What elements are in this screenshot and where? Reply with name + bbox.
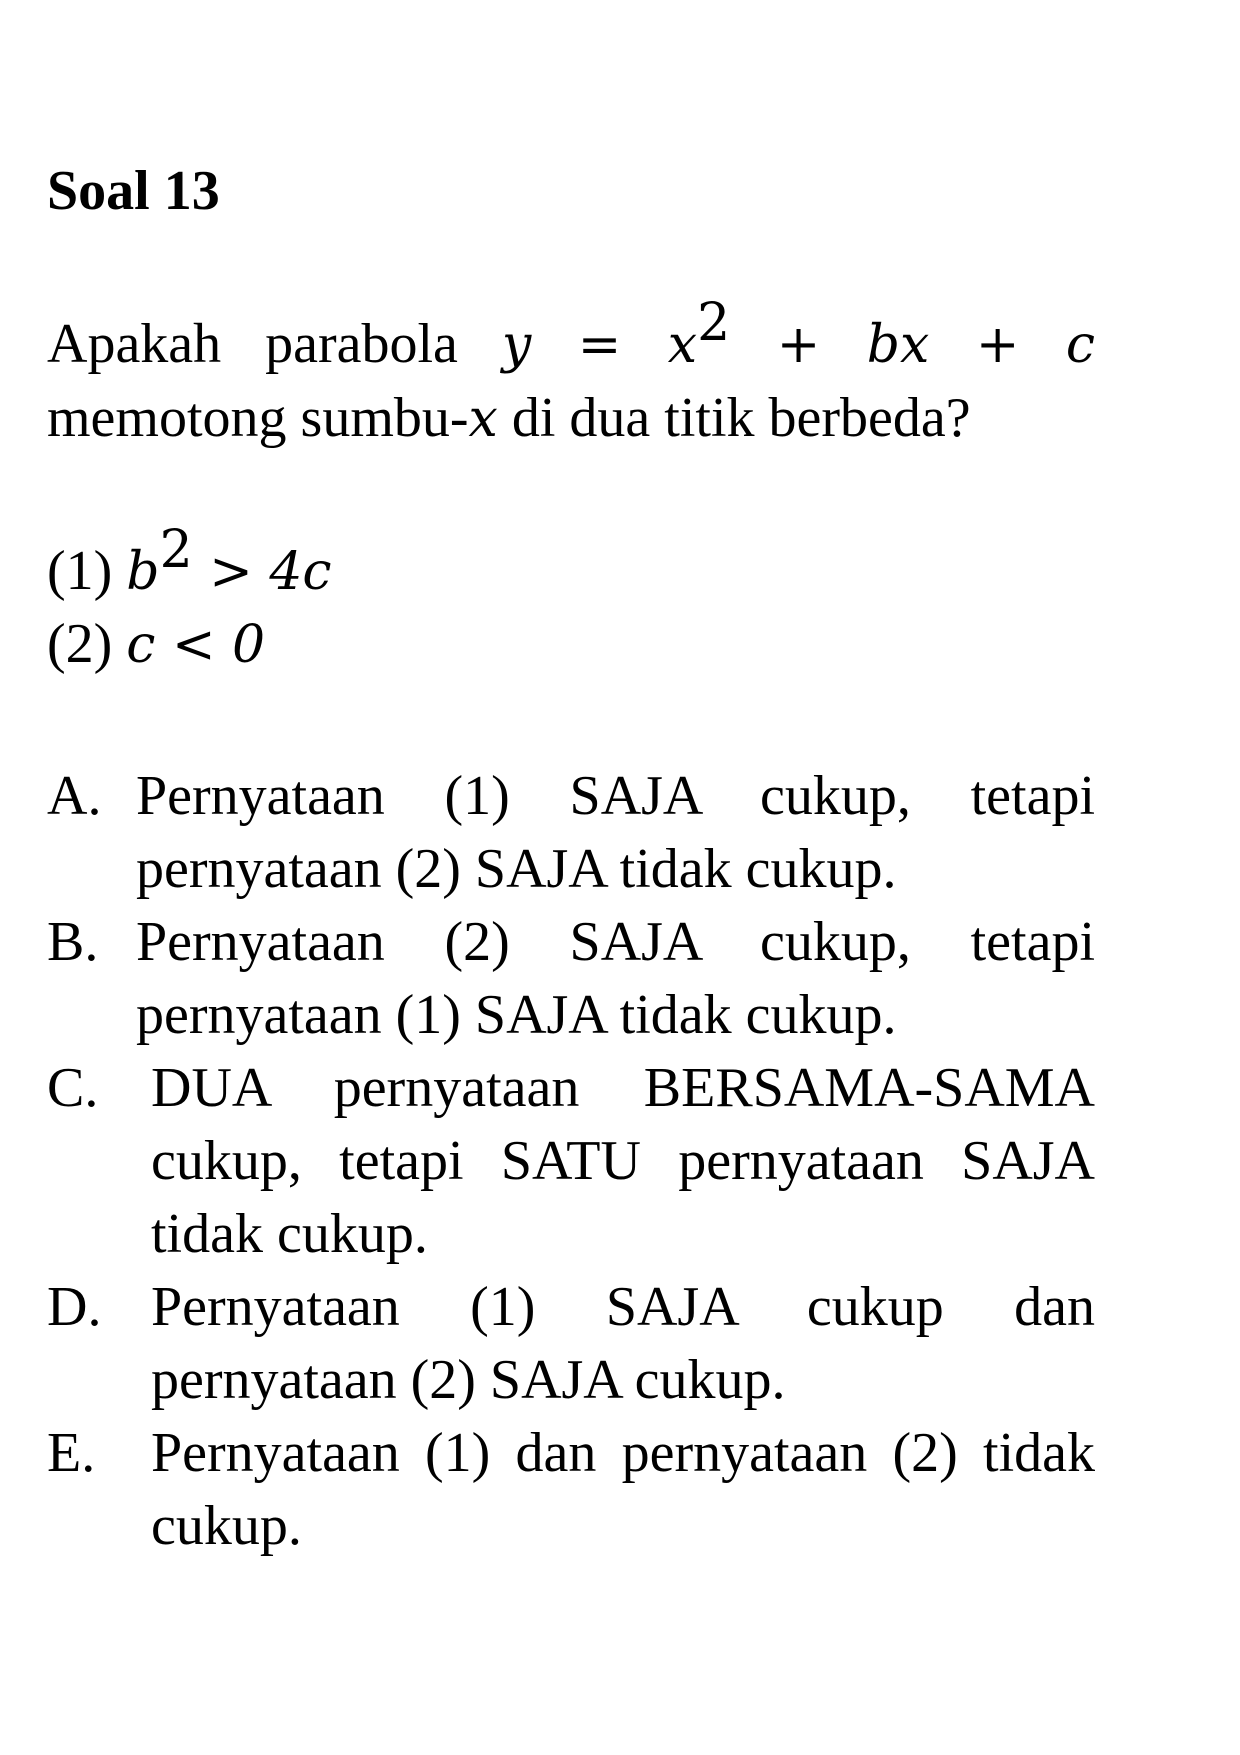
option-b-text: Pernyataan (2) SAJA cukup, tetapi pernyataan (1) SAJA tidak cukup. bbox=[136, 911, 1095, 1046]
option-c[interactable] bbox=[47, 1052, 1095, 1271]
option-a-letter: A. bbox=[47, 765, 102, 827]
parabola-equation: $y = x^2$ + bx + c bbox=[501, 293, 1096, 375]
option-b[interactable] bbox=[47, 906, 1095, 1052]
option-d[interactable] bbox=[47, 1271, 1095, 1417]
statement-1-expr: $b^2 > 4c$ bbox=[126, 520, 332, 602]
option-c-letter: C. bbox=[47, 1057, 99, 1119]
statement-2-label: (2) bbox=[47, 613, 113, 675]
option-e-text: Pernyataan (1) dan pernyataan (2) tidak cukup. bbox=[151, 1422, 1095, 1557]
question-intro: Apakah parabola bbox=[47, 313, 458, 375]
option-a[interactable] bbox=[47, 760, 1095, 906]
question-end: di dua titik berbeda? bbox=[511, 387, 971, 449]
statement-1-label: (1) bbox=[47, 540, 113, 602]
option-d-letter: D. bbox=[47, 1276, 102, 1338]
option-b-letter: B. bbox=[47, 911, 99, 973]
option-d-text: Pernyataan (1) SAJA cukup dan pernyataan (2) SAJA cukup. bbox=[151, 1276, 1095, 1411]
question-text bbox=[47, 293, 1096, 456]
option-a-text: Pernyataan (1) SAJA cukup, tetapi pernyataan (2) SAJA tidak cukup. bbox=[136, 765, 1095, 900]
option-e-letter: E. bbox=[47, 1422, 96, 1484]
axis-variable: x bbox=[468, 389, 498, 449]
answer-options bbox=[47, 760, 1095, 1563]
option-c-text: DUA pernyataan BERSAMA-SAMA cukup, tetapi SATU pernyataan SAJA tidak cukup. bbox=[151, 1057, 1095, 1265]
statement-2 bbox=[47, 608, 265, 682]
statement-2-expr: c < 0 bbox=[126, 615, 266, 675]
question-title: Soal 13 bbox=[47, 160, 220, 222]
statement-1 bbox=[47, 520, 332, 609]
option-e[interactable] bbox=[47, 1417, 1095, 1563]
question-middle: memotong sumbu- bbox=[47, 387, 469, 449]
